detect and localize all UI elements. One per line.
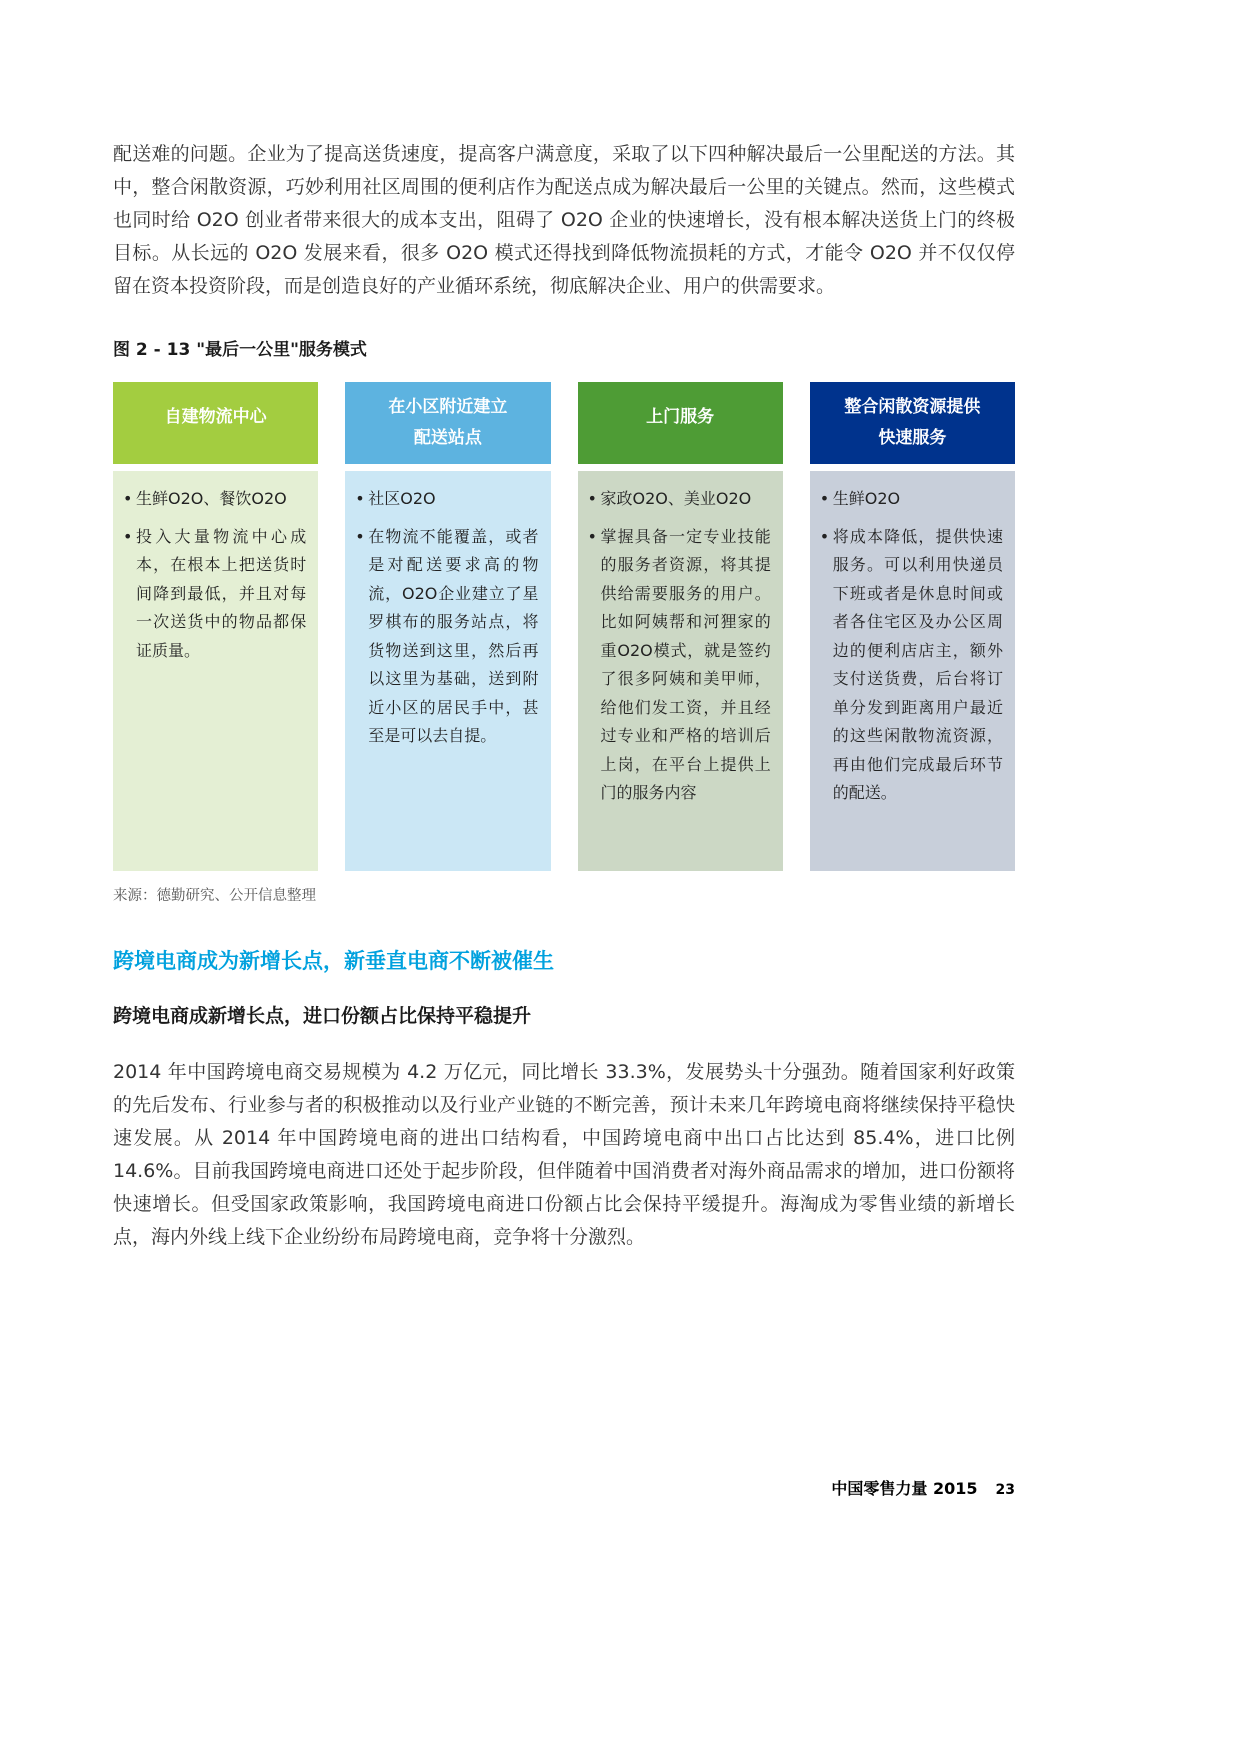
column-header: [578, 382, 783, 464]
column-header: [810, 382, 1015, 464]
column-body: [345, 471, 550, 871]
page-content: [113, 138, 1015, 1254]
bullet-text: 在物流不能覆盖，或者是对配送要求高的物流，O2O企业建立了星罗棋布的服务站点，将货物送到这里，然后再以这里为基础，送到附近小区的居民手中，甚至是可以去自提。: [368, 526, 539, 745]
bullet-item: [820, 485, 1003, 514]
column-body: [578, 471, 783, 871]
bullet-text: 生鲜O2O、餐饮O2O: [136, 489, 287, 508]
footer-page-number: 23: [995, 1482, 1015, 1498]
bullet-text: 将成本降低，提供快速服务。可以利用快递员下班或者是休息时间或者各住宅区及办公区周边的便利店店主，额外支付送货费，后台将订单分发到距离用户最近的这些闲散物流资源，再由他们完成最后环节的配送。: [832, 526, 1003, 802]
bullet-marker: •: [587, 526, 597, 546]
column-body: [113, 471, 318, 871]
page-footer: [831, 1476, 1015, 1499]
bullet-item: [355, 485, 538, 514]
figure-column-community-stations: [345, 382, 550, 871]
figure-column-idle-resources: [810, 382, 1015, 871]
column-body: [810, 471, 1015, 871]
column-header-line: 自建物流中心: [164, 406, 267, 427]
figure-source: 来源：德勤研究、公开信息整理: [113, 888, 316, 904]
bullet-marker: •: [355, 526, 365, 546]
section-paragraph: 2014 年中国跨境电商交易规模为 4.2 万亿元，同比增长 33.3%，发展势头十分强劲。随着国家利好政策的先后发布、行业参与者的积极推动以及行业产业链的不断完善，预计未来几年跨境电商将继续保持平稳快速发展。从 2014 年中国跨境电商的进出口结构看，中国跨境电商中出口占比达到 85.4%，进口比例 14.6%。目前我国跨境电商进口还处于起步阶段，但伴随着中国消费者对海外商品需求的增加，进口份额将快速增长。但受国家政策影响，我国跨境电商进口份额占比会保持平缓提升。海淘成为零售业绩的新增长点，海内外线上线下企业纷纷布局跨境电商，竞争将十分激烈。: [113, 1061, 1015, 1248]
intro-paragraph: 配送难的问题。企业为了提高送货速度，提高客户满意度，采取了以下四种解决最后一公里配送的方法。其中，整合闲散资源，巧妙利用社区周围的便利店作为配送点成为解决最后一公里的关键点。然而，这些模式也同时给 O2O 创业者带来很大的成本支出，阻碍了 O2O 企业的快速增长，没有根本解决送货上门的终极目标。从长远的 O2O 发展来看，很多 O2O 模式还得找到降低物流损耗的方式，才能令 O2O 并不仅仅停留在资本投资阶段，而是创造良好的产业循环系统，彻底解决企业、用户的供需要求。: [113, 143, 1015, 297]
bullet-text: 家政O2O、美业O2O: [600, 489, 752, 508]
column-header-line: 配送站点: [413, 428, 482, 448]
bullet-item: [588, 523, 771, 808]
bullet-marker: •: [355, 489, 365, 508]
bullet-marker: •: [123, 489, 133, 508]
figure-columns: [113, 382, 1015, 871]
column-header: [345, 382, 550, 464]
section-heading: 跨境电商成为新增长点，新垂直电商不断被催生: [113, 949, 554, 973]
bullet-marker: •: [587, 489, 597, 508]
section-subheading: 跨境电商成新增长点，进口份额占比保持平稳提升: [113, 1005, 532, 1027]
column-header-line: 快速服务: [878, 428, 947, 448]
bullet-marker: •: [819, 489, 830, 508]
bullet-item: [123, 485, 306, 514]
footer-report-title: 中国零售力量 2015: [831, 1479, 978, 1498]
bullet-marker: •: [123, 526, 133, 546]
bullet-item: [588, 485, 771, 514]
column-header-line: 整合闲散资源提供: [844, 397, 981, 418]
bullet-text: 掌握具备一定专业技能的服务者资源，将其提供给需要服务的用户。比如阿姨帮和河狸家的重O2O模式，就是签约了很多阿姨和美甲师，给他们发工资，并且经过专业和严格的培训后上岗，在平台上提供上门的服务内容: [600, 526, 771, 802]
bullet-text: 投入大量物流中心成本，在根本上把送货时间降到最低，并且对每一次送货中的物品都保证质量。: [136, 526, 307, 660]
column-header-line: 上门服务: [646, 406, 715, 427]
bullet-text: 社区O2O: [368, 489, 436, 508]
column-header-line: 在小区附近建立: [388, 397, 508, 418]
column-header: [113, 382, 318, 464]
bullet-item: [820, 523, 1003, 808]
figure-column-self-built-logistics: [113, 382, 318, 871]
figure-column-door-to-door-service: [578, 382, 783, 871]
bullet-marker: •: [819, 526, 830, 546]
bullet-item: [355, 523, 538, 751]
bullet-item: [123, 523, 306, 666]
bullet-text: 生鲜O2O: [832, 489, 901, 508]
figure-title: 图 2 - 13 "最后一公里"服务模式: [113, 340, 367, 360]
